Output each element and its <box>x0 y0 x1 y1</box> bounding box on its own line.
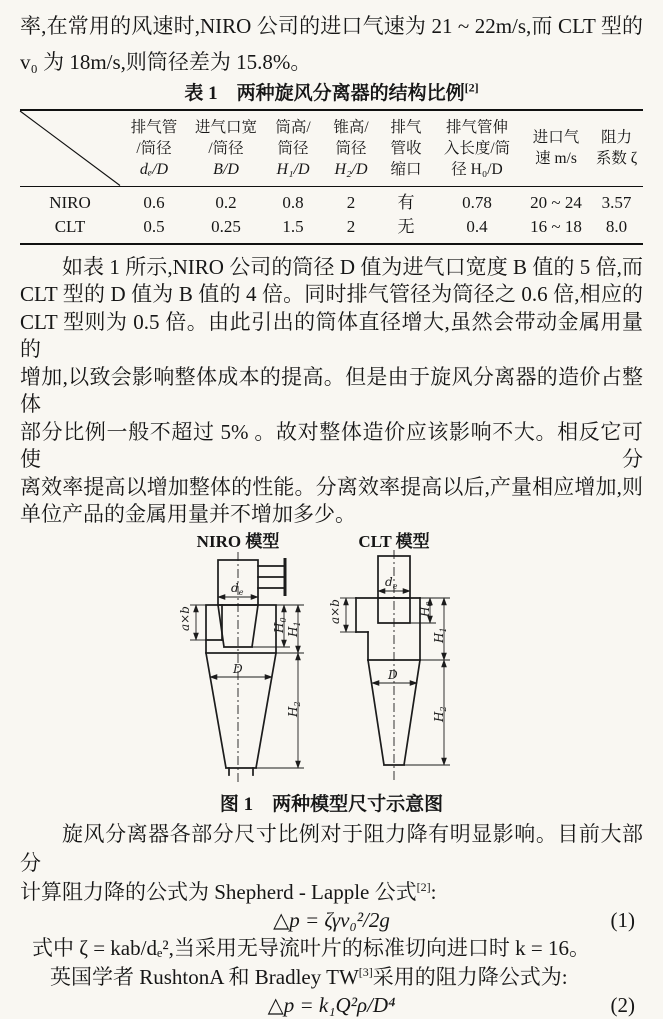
niro-h2-dimension <box>256 653 304 768</box>
table-header-line: 筒径 <box>335 139 367 157</box>
table-header-cell <box>380 110 432 186</box>
figure-label-clt: CLT 模型 <box>358 531 430 551</box>
diagonal-line <box>20 111 120 186</box>
comparison-table <box>20 109 643 245</box>
equation-2 <box>20 992 643 1019</box>
table-cell: 0.6 <box>143 192 165 212</box>
table-header-cell <box>322 110 380 186</box>
niro-de-label: $d_e$ <box>231 580 244 597</box>
reference-2: [2] <box>416 879 431 894</box>
line4-tail: 采用的阻力降公式为: <box>372 964 568 989</box>
table-header-line: 进口气 <box>532 129 580 147</box>
equation-1-number: (1) <box>610 907 635 932</box>
table-header <box>20 110 643 186</box>
table-header-cell <box>590 110 643 186</box>
figure-1 <box>20 533 643 793</box>
body-paragraph-1 <box>20 254 643 529</box>
niro-side-flange <box>258 558 285 596</box>
table-title <box>20 82 643 106</box>
text-line: v₀ 为 18m/s,则筒径差为 15.8%。 <box>20 50 312 74</box>
table-header-line: 锥高/ <box>333 118 369 136</box>
table-row <box>20 215 643 244</box>
table-diagonal-cell <box>20 110 120 186</box>
table-header-line: 入长度/筒 <box>443 139 511 157</box>
table-header-cell <box>264 110 322 186</box>
equation-1-body: △p = ζγv₀²/2g <box>273 907 390 932</box>
text-line: 离效率提高以增加整体的性能。分离效率提高以后,产量相应增加,则 <box>20 474 643 499</box>
reference-3: [3] <box>358 964 373 979</box>
equation-2-number: (2) <box>610 992 635 1017</box>
table-row-label: CLT <box>54 216 86 236</box>
table-header-row <box>20 110 643 186</box>
table-header-line: 缩口 <box>390 160 422 178</box>
table-row-label: NIRO <box>49 192 91 212</box>
text-line: CLT 型的 D 值为 B 值的 4 倍。同时排气管径为筒径之 0.6 倍,相应的 <box>20 282 643 306</box>
table-cell: 0.25 <box>211 216 241 236</box>
table-body <box>20 186 643 244</box>
table-title-reference: [2] <box>464 80 479 95</box>
table-cell: 8.0 <box>605 216 628 236</box>
clt-h0-dimension <box>410 598 436 623</box>
table-header-line: 排气管 <box>130 118 178 136</box>
table-cell: 3.57 <box>601 192 632 212</box>
table-cell: 有 <box>397 192 415 212</box>
niro-body <box>206 605 276 653</box>
text-line: 如表 1 所示,NIRO 公司的筒径 D 值为进气口宽度 B 值的 5 倍,而 <box>62 254 643 279</box>
niro-dust-outlet <box>229 768 253 775</box>
table-header-line: 筒径 <box>277 139 309 157</box>
niro-ab-dimension <box>178 605 206 640</box>
table-header-cell <box>188 110 264 186</box>
line2-colon: : <box>430 879 437 904</box>
clt-d-dimension <box>372 668 417 683</box>
table-cell: 0.4 <box>466 216 488 236</box>
table-title-text: 表 1 两种旋风分离器的结构比例 <box>184 83 465 104</box>
clt-h2-dimension <box>404 660 450 765</box>
table-header-line: H₂/D <box>334 160 368 178</box>
table-cell: 20 ~ 24 <box>530 192 582 212</box>
table-header-line: 管收 <box>390 139 422 157</box>
table-header-line: B/D <box>213 160 239 178</box>
body-paragraph-2 <box>20 820 643 1019</box>
table-cell: 0.2 <box>215 192 237 212</box>
table-header-line: 系数 ζ <box>595 150 638 168</box>
table-cell: 无 <box>397 216 415 236</box>
table-header-line: 筒高/ <box>275 118 311 136</box>
clt-h0-label: $H_0$ <box>418 600 434 617</box>
figure-caption: 图 1 两种模型尺寸示意图 <box>219 793 444 815</box>
figure-label-niro: NIRO 模型 <box>196 531 280 551</box>
table-cell: 0.5 <box>143 216 165 236</box>
text-line: 旋风分离器各部分尺寸比例对于阻力降有明显影响。目前大部分 <box>20 821 643 875</box>
table-header-line: /筒径 <box>136 139 172 157</box>
text-line: CLT 型则为 0.5 倍。由此引出的筒体直径增大,虽然会带动金属用量的 <box>20 309 643 361</box>
table-cell: 0.78 <box>462 192 492 212</box>
table-header-line: /筒径 <box>208 139 244 157</box>
table-header-cell <box>522 110 590 186</box>
text-line: 部分比例一般不超过 5% 。故对整体造价应该影响不大。相反它可使分 <box>20 419 643 471</box>
table-cell: 0.8 <box>282 192 304 212</box>
intro-paragraph <box>20 8 643 80</box>
niro-h0-label: $H_0$ <box>272 616 288 633</box>
text-line: 式中 ζ = kab/dₑ²,当采用无导流叶片的标准切向进口时 k = 16。 <box>32 935 590 960</box>
equation-2-body: △p = k₁Q²ρ/D⁴ <box>267 992 396 1017</box>
clt-ab-dimension <box>328 598 356 632</box>
clt-de-label: $d_e$ <box>385 574 398 591</box>
table-header-cell <box>120 110 188 186</box>
table-header-line: 阻力 <box>600 129 632 147</box>
line4-text: 英国学者 RushtonA 和 Bradley TW <box>50 964 359 989</box>
clt-d-label: D <box>388 667 398 682</box>
clt-ab-label: a×b <box>328 598 342 624</box>
text-line: 单位产品的金属用量并不增加多少。 <box>20 502 356 526</box>
table-header-cell <box>432 110 522 186</box>
niro-h1-label: $H_1$ <box>286 620 302 637</box>
niro-d-dimension <box>210 662 272 677</box>
table-header-line: dₑ/D <box>139 160 169 178</box>
table-cell: 2 <box>346 192 356 212</box>
clt-h2-label: $H_2$ <box>432 705 448 722</box>
clt-model-diagram <box>322 550 472 788</box>
text-line <box>20 878 643 907</box>
table-row <box>20 186 643 215</box>
table-cell: 16 ~ 18 <box>530 216 582 236</box>
text-line: 率,在常用的风速时,NIRO 公司的进口气速为 21 ~ 22m/s,而 CLT 型的 <box>20 14 643 38</box>
table-cell: 1.5 <box>282 216 304 236</box>
table-header-line: 速 m/s <box>535 150 577 168</box>
table-cell: 2 <box>346 216 356 236</box>
text-line <box>20 963 643 992</box>
text-line: 增加,以致会影响整体成本的提高。但是由于旋风分离器的造价占整体 <box>20 364 643 416</box>
equation-1 <box>20 907 643 934</box>
clt-h1-label: $H_1$ <box>432 626 448 643</box>
table-header-line: 排气 <box>390 118 422 136</box>
niro-ab-label: a×b <box>178 605 192 631</box>
niro-model-diagram <box>160 550 320 788</box>
niro-h2-label: $H_2$ <box>286 700 302 717</box>
niro-d-label: D <box>233 661 243 676</box>
table-header-line: 进气口宽 <box>194 118 257 136</box>
table-header-line: 排气管伸 <box>445 118 508 136</box>
table-header-line: 径 H₀/D <box>451 160 503 178</box>
line2-text: 计算阻力降的公式为 Shepherd - Lapple 公式 <box>20 879 417 904</box>
table-header-line: H₁/D <box>276 160 310 178</box>
